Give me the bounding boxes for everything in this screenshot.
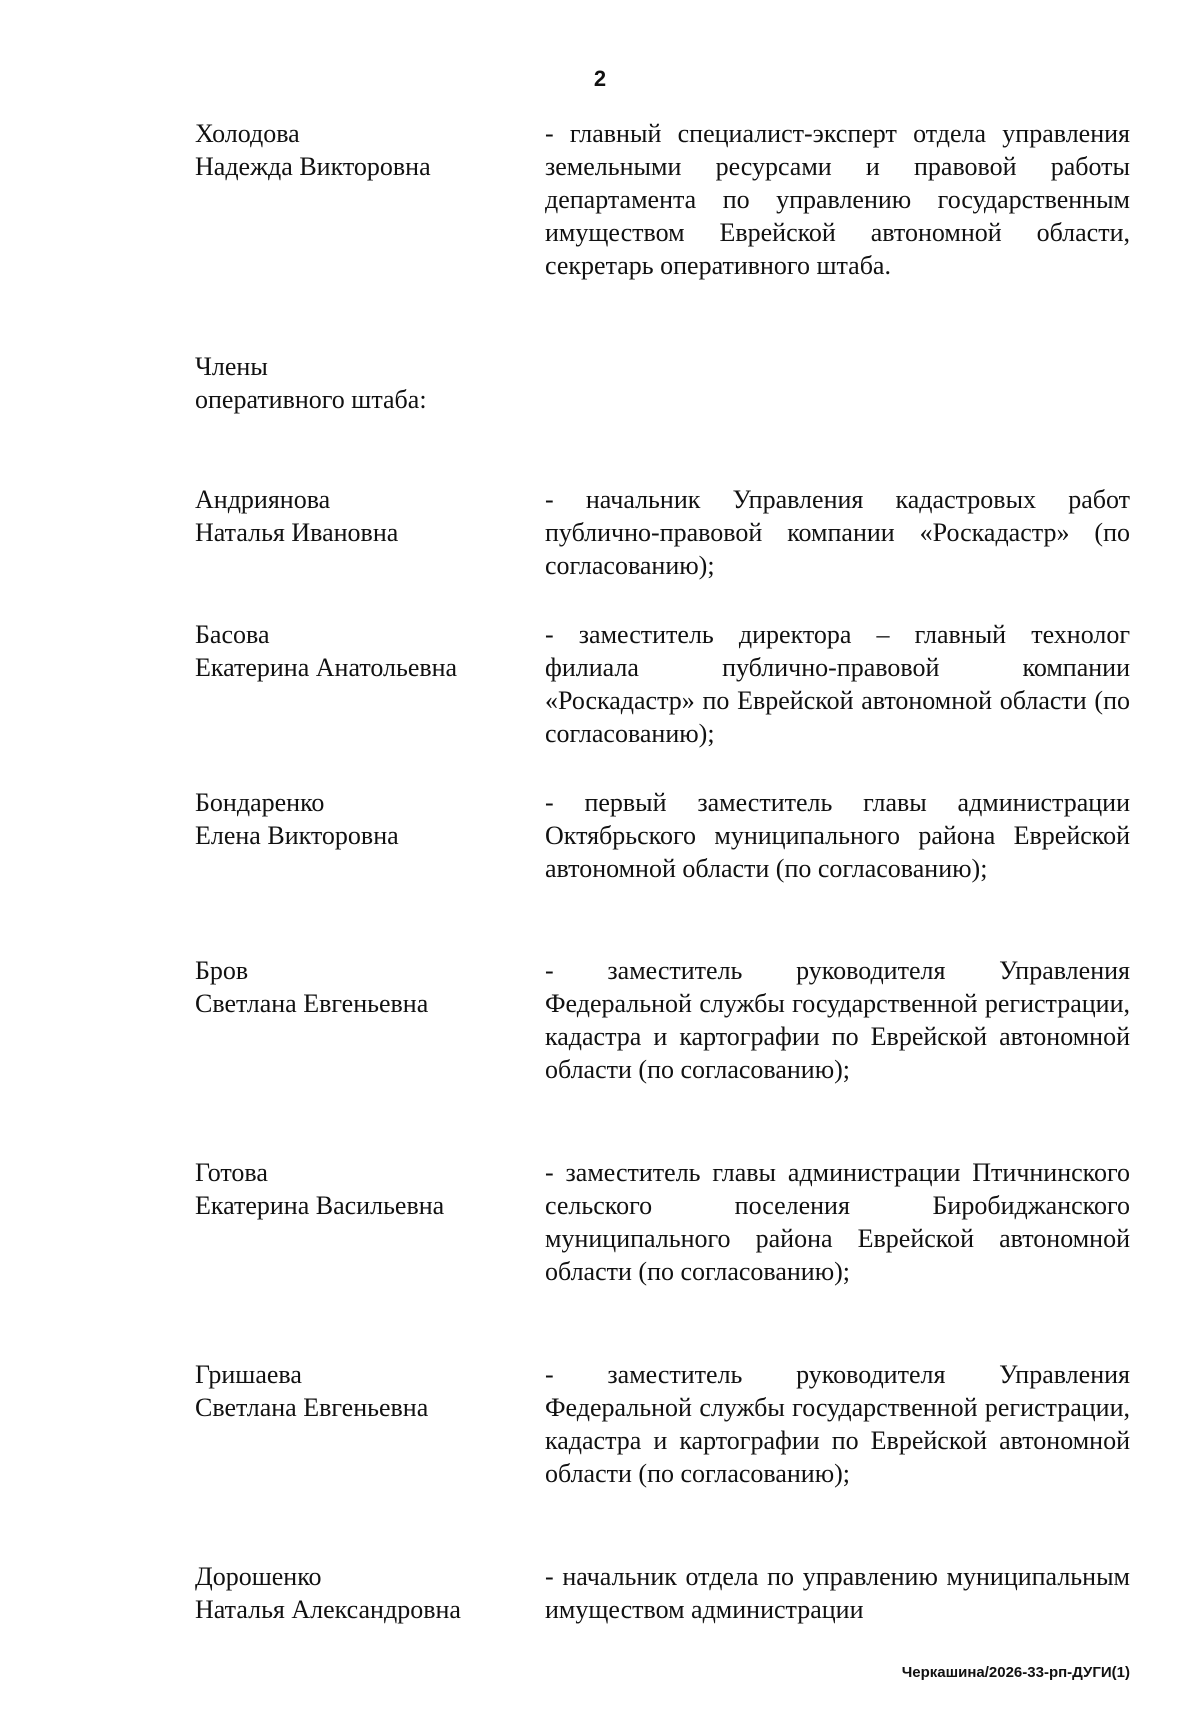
person-surname: Гришаева [195, 1360, 302, 1389]
document-reference: Черкашина/2026-33-рп-ДУГИ(1) [901, 1664, 1130, 1681]
person-name [195, 483, 525, 549]
person-name [195, 1560, 525, 1626]
person-role: - заместитель директора – главный технолог филиала публично-правовой компании «Роскадастр» по Еврейской автономной области (по согласованию); [545, 620, 1130, 748]
person-surname: Дорошенко [195, 1562, 322, 1591]
person-given-name: Екатерина Анатольевна [195, 653, 458, 682]
person-name [195, 618, 525, 684]
members-heading-line1: Члены [195, 352, 268, 381]
person-role: - заместитель руководителя Управления Федеральной службы государственной регистрации, кадастра и картографии по Еврейской автономной области (по согласованию); [545, 1360, 1130, 1488]
person-surname: Готова [195, 1158, 268, 1187]
person-given-name: Елена Викторовна [195, 821, 399, 850]
person-surname: Бондаренко [195, 788, 325, 817]
person-name [195, 786, 525, 852]
person-role: - заместитель руководителя Управления Федеральной службы государственной регистрации, кадастра и картографии по Еврейской автономной области (по согласованию); [545, 956, 1130, 1084]
person-role: - начальник отдела по управлению муниципальным имуществом администрации [545, 1562, 1130, 1624]
person-surname: Андриянова [195, 485, 331, 514]
members-heading [195, 350, 525, 416]
person-name [195, 1358, 525, 1424]
person-given-name: Наталья Александровна [195, 1595, 461, 1624]
person-given-name: Екатерина Васильевна [195, 1191, 445, 1220]
person-given-name: Наталья Ивановна [195, 518, 399, 547]
person-role: - заместитель главы администрации Птичнинского сельского поселения Биробиджанского муниципального района Еврейской автономной области (по согласованию); [545, 1158, 1130, 1286]
person-given-name: Светлана Евгеньевна [195, 989, 429, 1018]
person-role: - главный специалист-эксперт отдела управления земельными ресурсами и правовой работы департамента по управлению государственным имуществом Еврейской автономной области, секретарь оперативного штаба. [545, 119, 1130, 280]
person-name [195, 954, 525, 1020]
person-role: - начальник Управления кадастровых работ публично-правовой компании «Роскадастр» (по согласованию); [545, 485, 1130, 580]
person-surname: Холодова [195, 119, 300, 148]
person-surname: Басова [195, 620, 270, 649]
person-role: - первый заместитель главы администрации Октябрьского муниципального района Еврейской автономной области (по согласованию); [545, 788, 1130, 883]
person-surname: Бров [195, 956, 249, 985]
person-name [195, 1156, 525, 1222]
person-name [195, 117, 525, 183]
person-given-name: Светлана Евгеньевна [195, 1393, 429, 1422]
person-given-name: Надежда Викторовна [195, 152, 431, 181]
members-heading-line2: оперативного штаба: [195, 385, 427, 414]
page-number: 2 [593, 66, 607, 91]
